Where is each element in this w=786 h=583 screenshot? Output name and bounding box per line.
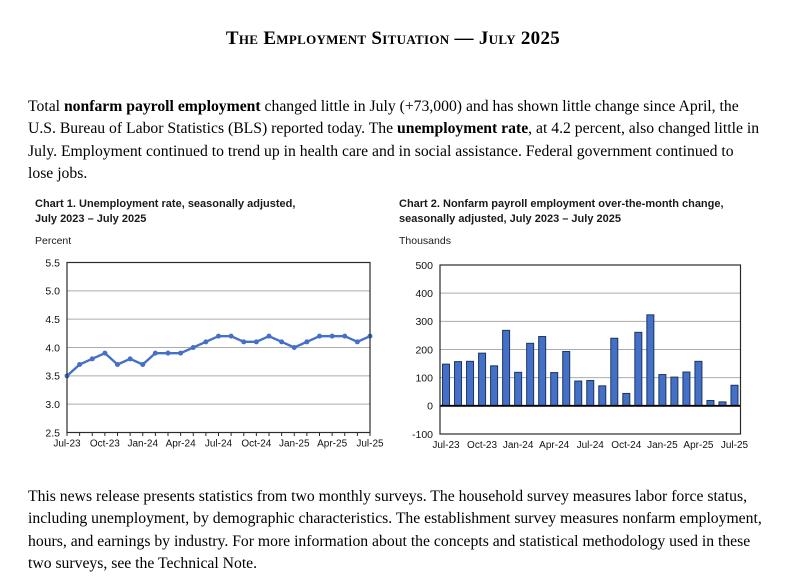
data-point-Aug-24 xyxy=(229,334,234,339)
data-point-May-24 xyxy=(191,345,196,350)
x-axis-label: Apr-24 xyxy=(539,440,570,451)
y-axis-label: 100 xyxy=(415,372,433,385)
bar-Oct-24 xyxy=(623,393,630,405)
bar-Aug-23 xyxy=(455,362,462,406)
chart1-unit-label: Percent xyxy=(35,235,72,247)
x-axis-label: Jan-24 xyxy=(502,440,534,451)
x-axis-label: Jul-24 xyxy=(576,440,604,451)
bar-Aug-24 xyxy=(599,386,606,406)
data-point-Dec-23 xyxy=(128,356,133,361)
chart1-title-line2: July 2023 – July 2025 xyxy=(35,212,147,225)
data-point-Sep-24 xyxy=(241,339,246,344)
chart2-title-line2: seasonally adjusted, July 2023 – July 2025 xyxy=(399,212,621,225)
bar-Oct-23 xyxy=(479,353,486,406)
bar-Feb-25 xyxy=(671,377,678,406)
data-point-Sep-23 xyxy=(90,356,95,361)
x-axis-label: Oct-24 xyxy=(611,440,642,451)
bar-Jul-25 xyxy=(731,385,738,406)
bar-Jul-23 xyxy=(443,364,450,406)
data-point-Feb-24 xyxy=(153,351,158,356)
y-axis-label: 2.5 xyxy=(45,427,60,440)
y-axis-label: 300 xyxy=(415,316,433,329)
intro-text-2: changed little in July (+73,000) and has shown little change since April, the U.S. Bureau of Labor Statistics (BLS) reported today. The xyxy=(28,98,739,138)
x-axis-label: Jul-25 xyxy=(356,438,384,450)
chart2-container xyxy=(399,197,773,459)
bar-Dec-24 xyxy=(647,315,654,406)
y-axis-label: 400 xyxy=(415,287,433,300)
data-point-Apr-25 xyxy=(330,334,335,339)
y-axis-label: -100 xyxy=(411,428,433,441)
y-axis-label: 3.0 xyxy=(45,398,60,411)
data-point-Mar-24 xyxy=(166,351,171,356)
data-point-Aug-23 xyxy=(77,362,82,367)
data-point-Mar-25 xyxy=(317,334,322,339)
bar-Jun-24 xyxy=(575,381,582,406)
page-title: The Employment Situation — July 2025 xyxy=(225,28,561,49)
data-point-May-25 xyxy=(342,334,347,339)
chart1-unemployment-rate-plot xyxy=(35,252,393,458)
bar-Jan-25 xyxy=(659,375,666,406)
chart2-title-line1: Chart 2. Nonfarm payroll employment over-the-month change, xyxy=(399,198,724,210)
chart2-unit-label: Thousands xyxy=(399,235,451,247)
data-point-Nov-23 xyxy=(115,362,120,367)
surveys-paragraph: This news release presents statistics from two monthly surveys. The household survey measures labor force status, including unemployment, by demographic characteristics. The establishment survey measures nonfarm employment, hours, and earnings by industry. For more information about the concepts and statistical methodology used in these two surveys, see the Technical Note. xyxy=(28,488,762,572)
bar-Sep-23 xyxy=(467,361,474,406)
data-point-Jun-25 xyxy=(355,339,360,344)
bar-Sep-24 xyxy=(611,338,618,406)
data-point-Jun-24 xyxy=(203,339,208,344)
x-axis-label: Jul-24 xyxy=(204,438,233,450)
data-point-Nov-24 xyxy=(267,334,272,339)
chart2-payroll-change-plot xyxy=(399,252,773,458)
bar-May-24 xyxy=(563,351,570,405)
y-axis-label: 5.5 xyxy=(45,257,60,270)
intro-paragraph xyxy=(28,96,761,185)
x-axis-label: Jan-25 xyxy=(647,440,678,451)
bar-Apr-25 xyxy=(695,361,702,406)
data-point-Oct-23 xyxy=(102,351,107,356)
x-axis-label: Jul-25 xyxy=(720,440,749,451)
x-axis-label: Jul-23 xyxy=(432,440,460,451)
bar-Nov-24 xyxy=(635,332,642,406)
y-axis-label: 0 xyxy=(427,400,433,413)
bar-Feb-24 xyxy=(527,343,534,406)
data-point-Jan-24 xyxy=(140,362,145,367)
bar-Jan-24 xyxy=(515,372,522,406)
data-point-Apr-24 xyxy=(178,351,183,356)
chart2-title xyxy=(399,197,724,226)
data-point-Dec-24 xyxy=(279,339,284,344)
bar-Apr-24 xyxy=(551,373,558,406)
unemployment-rate-line xyxy=(67,336,370,376)
x-axis-label: Jul-23 xyxy=(53,438,81,450)
x-axis-label: Apr-25 xyxy=(317,438,348,450)
bar-Nov-23 xyxy=(491,366,498,406)
bar-Mar-24 xyxy=(539,337,546,406)
bar-Mar-25 xyxy=(683,372,690,406)
intro-bold-nonfarm-payroll: nonfarm payroll employment xyxy=(63,98,261,115)
y-axis-label: 4.5 xyxy=(45,313,60,326)
x-axis-label: Apr-25 xyxy=(683,440,714,451)
data-point-Oct-24 xyxy=(254,339,259,344)
x-axis-label: Apr-24 xyxy=(165,438,196,450)
data-point-Feb-25 xyxy=(304,339,309,344)
chart1-container xyxy=(35,197,393,459)
chart1-title xyxy=(35,197,295,226)
y-axis-label: 500 xyxy=(415,259,433,272)
data-point-Jan-25 xyxy=(292,345,297,350)
data-point-Jul-24 xyxy=(216,334,221,339)
x-axis-label: Jan-24 xyxy=(127,438,159,450)
y-axis-label: 3.5 xyxy=(45,370,60,383)
bar-Jul-24 xyxy=(587,380,594,405)
intro-bold-unemployment-rate: unemployment rate xyxy=(397,120,529,138)
bar-Dec-23 xyxy=(503,330,510,405)
x-axis-label: Jan-25 xyxy=(278,438,310,450)
y-axis-label: 5.0 xyxy=(45,285,60,298)
intro-text-3: , at 4.2 percent, also changed little in July. Employment continued to trend up in health care and in social assistance. Federal government continued to lose jobs. xyxy=(28,120,760,182)
x-axis-label: Oct-23 xyxy=(89,438,120,450)
intro-text-1: Total xyxy=(28,98,64,115)
chart1-title-line1: Chart 1. Unemployment rate, seasonally adjusted, xyxy=(35,198,296,210)
x-axis-label: Oct-24 xyxy=(241,438,272,450)
x-axis-label: Oct-23 xyxy=(467,440,498,451)
y-axis-label: 4.0 xyxy=(45,342,60,355)
y-axis-label: 200 xyxy=(415,344,433,357)
